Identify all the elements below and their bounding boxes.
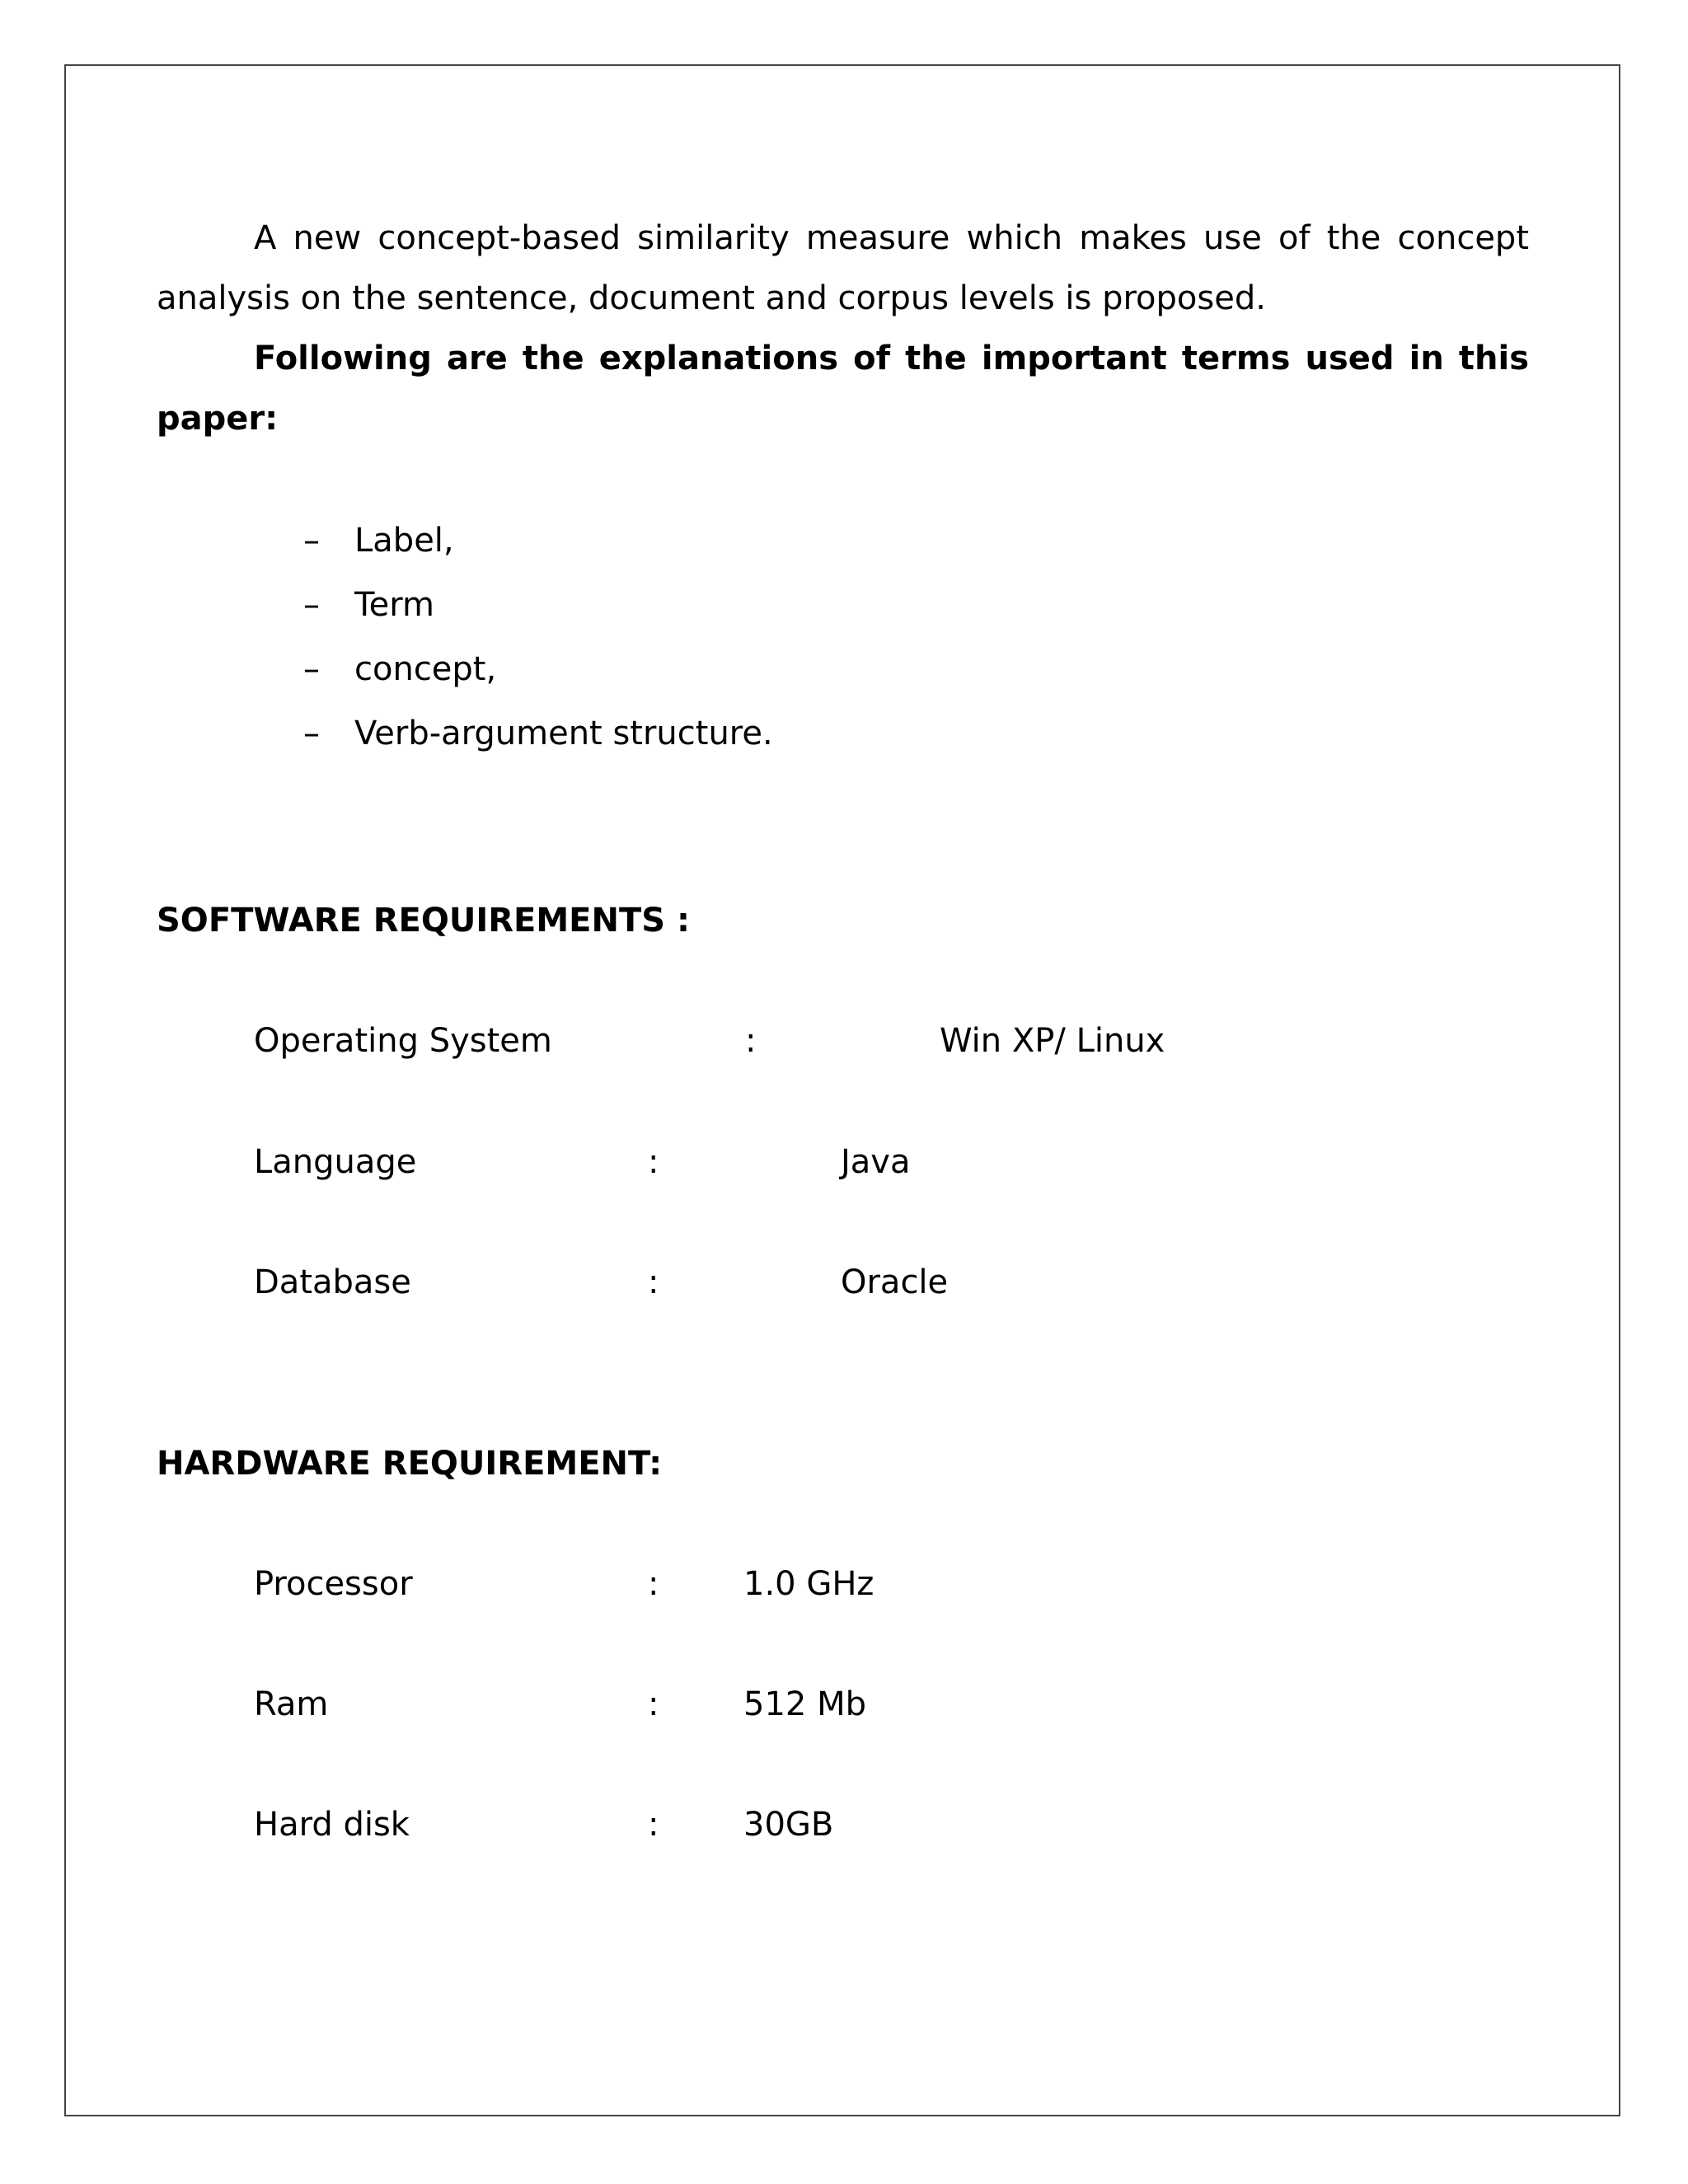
requirement-separator: : — [648, 1806, 659, 1844]
requirement-label: Ram — [254, 1685, 329, 1723]
requirement-separator: : — [648, 1565, 659, 1603]
requirement-separator: : — [648, 1685, 659, 1723]
requirement-value: Win XP/ Linux — [940, 1022, 1165, 1060]
intro-paragraph — [157, 209, 1529, 329]
requirement-value: Oracle — [841, 1263, 949, 1301]
list-item-text: concept, — [354, 650, 497, 688]
requirement-label: Language — [254, 1143, 417, 1181]
intro-paragraph-text: A new concept-based similarity measure which makes use of the concept analysis on the sentence, document and corpus levels is proposed. — [157, 219, 1529, 317]
requirement-label: Processor — [254, 1565, 413, 1603]
requirement-label: Database — [254, 1263, 411, 1301]
software-requirements-title: SOFTWARE REQUIREMENTS : — [157, 902, 690, 940]
requirement-separator: : — [648, 1263, 659, 1301]
requirement-separator: : — [745, 1022, 757, 1060]
list-item-text: Verb-argument structure. — [354, 715, 773, 752]
requirement-value: 1.0 GHz — [743, 1565, 874, 1603]
list-item-text: Term — [354, 586, 434, 624]
list-bullet: – — [303, 586, 320, 624]
hardware-requirement-title: HARDWARE REQUIREMENT: — [157, 1445, 663, 1483]
list-bullet: – — [303, 650, 320, 688]
requirement-value: 30GB — [743, 1806, 834, 1844]
requirement-label: Operating System — [254, 1022, 552, 1060]
requirement-separator: : — [648, 1143, 659, 1181]
list-item-text: Label, — [354, 522, 454, 560]
requirement-label: Hard disk — [254, 1806, 410, 1844]
requirement-value: Java — [841, 1143, 911, 1181]
terms-heading-text: Following are the explanations of the important terms used in this paper: — [157, 340, 1529, 438]
list-bullet: – — [303, 715, 320, 752]
list-bullet: – — [303, 522, 320, 560]
terms-heading — [157, 329, 1529, 449]
requirement-value: 512 Mb — [743, 1685, 866, 1723]
